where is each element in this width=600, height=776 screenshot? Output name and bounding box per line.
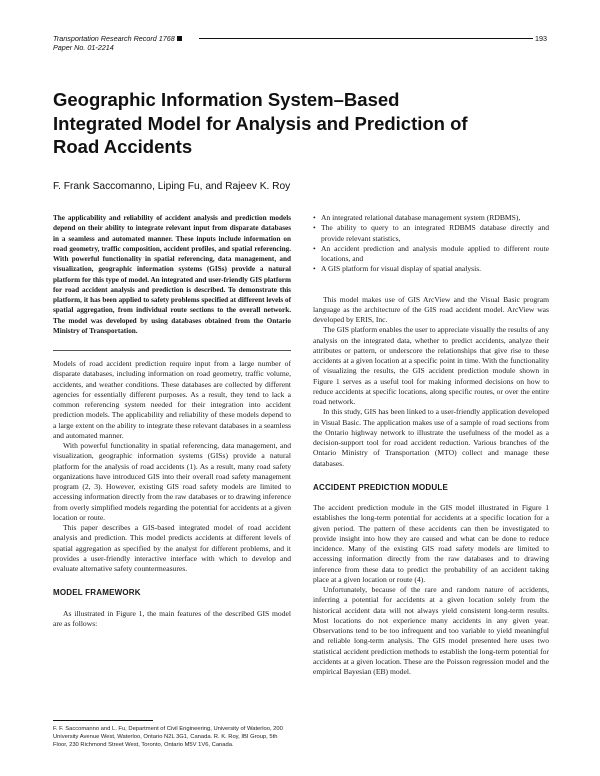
body-paragraph: As illustrated in Figure 1, the main features of the described GIS model are as follows:	[53, 608, 291, 628]
body-paragraph: In this study, GIS has been linked to a user-friendly application developed in Visual Basic. The application makes use of a sample of road sections from the Ontario highway network to illustrate the usefulness of the model as a decision-support tool for road accident reduction. Various branches of the Ontario Ministry of Transportation (MTO) collect and manage these databases.	[313, 407, 549, 468]
body-paragraph: This paper describes a GIS-based integrated model of road accident analysis and prediction. This model predicts accidents at different levels of spatial aggregation as specified by the analyst for different problems, and it provides a user-friendly interactive interface with which to develop and evaluate alternative safety countermeasures.	[53, 523, 291, 573]
body-paragraph: With powerful functionality in spatial referencing, data management, and visualization, geographic information systems (GISs) provide a natural platform for the analysis of road accidents (1). As a result, many road safety organizations have introduced GIS into their overall road safety management program (2, 3). However, existing GIS road safety models are limited to accessing information directly from the raw databases or to drawing inference from overly simplified models regarding the potential for accidents at a given location or route.	[53, 441, 291, 522]
author-list: F. Frank Saccomanno, Liping Fu, and Rajeev K. Roy	[53, 181, 291, 192]
paper-title: Geographic Information System–Based Integrated Model for Analysis and Prediction of Road Accidents	[53, 89, 468, 157]
section-heading-accident-prediction: ACCIDENT PREDICTION MODULE	[313, 482, 448, 492]
author-affiliation-footnote	[53, 720, 293, 750]
abstract-rule	[53, 350, 291, 351]
footnote-rule	[53, 720, 153, 721]
body-paragraph: This model makes use of GIS ArcView and the Visual Basic program language as the architecture of the GIS road accident model. ArcView was developed by ERIS, Inc.	[313, 294, 549, 324]
header-square-mark	[177, 36, 182, 41]
journal-name: Transportation Research Record 1768	[53, 34, 182, 43]
list-item: • An accident prediction and analysis module applied to different route locations, and	[313, 244, 549, 265]
list-item: • The ability to query to an integrated RDBMS database directly and provide relevant statistics,	[313, 223, 549, 244]
list-item: • An integrated relational database management system (RDBMS),	[313, 213, 549, 223]
right-column	[313, 213, 549, 677]
body-paragraph: The accident prediction module in the GIS model illustrated in Figure 1 establishes the long-term potential for accidents at a specific location for a given period. The pattern of these accidents can then be investigated to provide insight into how they are caused and what can be done to reduce incidence. Many of the existing GIS road safety models are limited to accessing information directly from the raw databases and to drawing inference from these data to predict the probability of an accident taking place at a given location or route (4).	[313, 503, 549, 584]
footnote-text: F. F. Saccomanno and L. Fu, Department of Civil Engineering, University of Waterloo, 200 University Avenue West, Waterloo, Ontario N2L 3G1, Canada. R. K. Roy, IBI Group, 5th Floor, 230 Richmond Street West, Toronto, Ontario M5V 1V6, Canada.	[53, 726, 283, 749]
feature-list	[313, 213, 549, 275]
body-paragraph: Models of road accident prediction require input from a large number of disparate databases, including information on road geometry, traffic volume, accidents, and weather conditions. These databases are collected by different agencies for essentially different purposes. As a result, they tend to lack a common referencing system needed for their integration into accident prediction models. The applicability and reliability of these models depend to a large extent on the ability to integrate these relevant databases in a seamless and automated manner.	[53, 359, 291, 440]
abstract: The applicability and reliability of accident analysis and prediction models depend on their ability to integrate relevant input from disparate databases in a seamless and automated manner. These inputs include information on road geometry, traffic composition, accident profiles, and spatial referencing. With powerful functionality in spatial referencing, data management, and visualization, geographic information systems (GISs) provide a natural platform for this type of model. An integrated and user-friendly GIS platform for road accident analysis and prediction is described. To demonstrate this platform, it has been applied to safety problems specified at different levels of spatial aggregation, from individual route sections to the overall network. The model was developed by using databases obtained from the Ontario Ministry of Transportation.	[53, 214, 291, 335]
paper-number: Paper No. 01-2214	[53, 43, 114, 52]
list-item: • A GIS platform for visual display of spatial analysis.	[313, 264, 549, 274]
header-rule	[199, 38, 533, 39]
page-number: 193	[535, 34, 547, 43]
body-paragraph: Unfortunately, because of the rare and random nature of accidents, inferring a potential for accidents at a given location solely from the historical accident data will not always yield consistent long-term results. Most locations do not experience many accidents in any given year. Observations tend to be too infrequent and too variable to yield meaningful and reliable long-term analysis. The GIS model presented here uses two statistical accident prediction methods to establish the long-term potential for accidents at a given location. These are the Poisson regression model and the empirical Bayesian (EB) model.	[313, 585, 549, 676]
left-column	[53, 213, 291, 629]
section-heading-model-framework: MODEL FRAMEWORK	[53, 588, 141, 598]
body-paragraph: The GIS platform enables the user to appreciate visually the results of any analysis on the integrated data, whether to predict accidents, analyze their attributes or pattern, or underscore the relationships that give rise to these accidents at a given location at a specific point in time. With the functionality of visualizing the results, the GIS accident prediction module shown in Figure 1 serves as a useful tool for making informed decisions on how to reduce accidents at specific locations, along specific routes, or over the entire road network.	[313, 325, 549, 406]
